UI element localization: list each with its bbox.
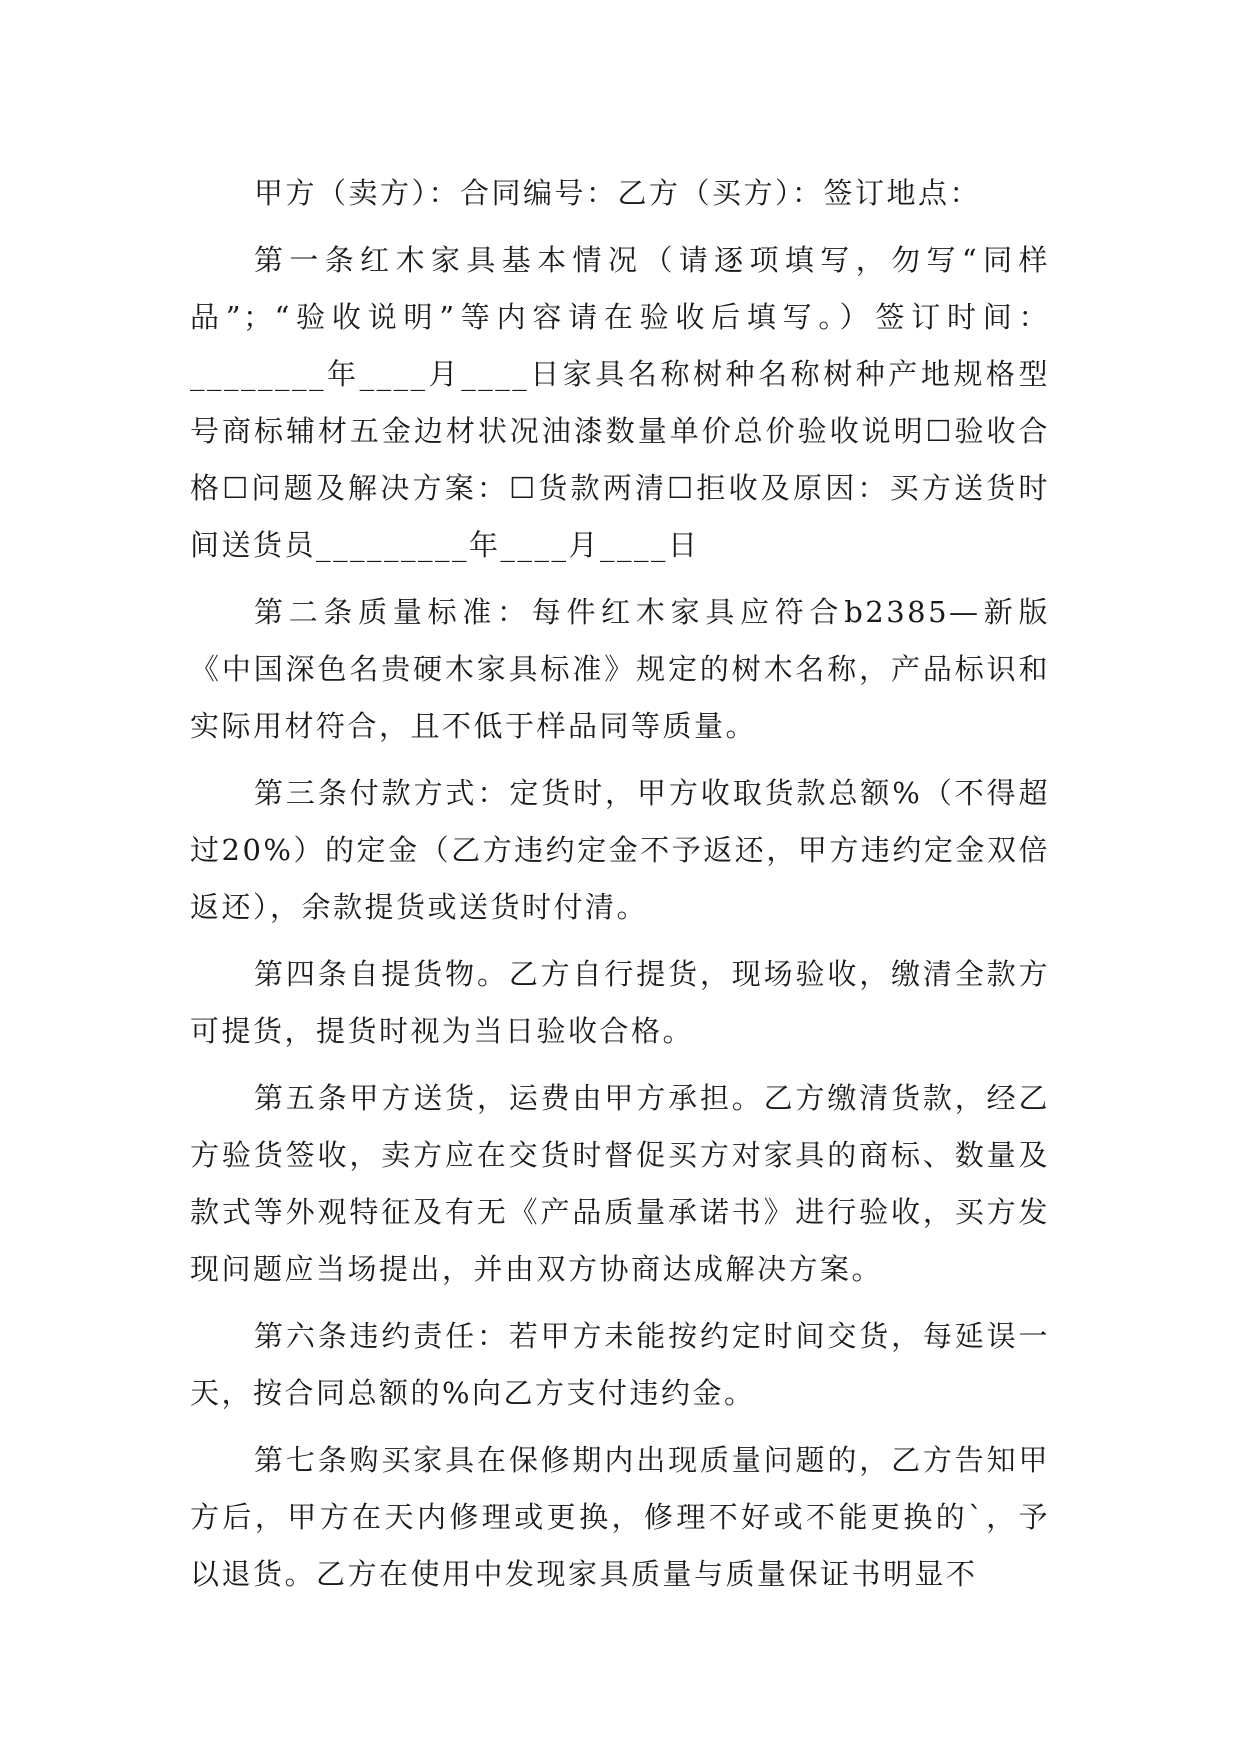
article-6-liability: 第六条违约责任：若甲方未能按约定时间交货，每延误一天，按合同总额的%向乙方支付违约金。 xyxy=(190,1319,1050,1410)
article-7-warranty: 第七条购买家具在保修期内出现质量问题的，乙方告知甲方后，甲方在天内修理或更换，修理不好或不能更换的`，予以退货。乙方在使用中发现家具质量与质量保证书明显不 xyxy=(190,1443,1050,1591)
parties-header: 甲方（卖方）：合同编号：乙方（买方）：签订地点： xyxy=(254,176,982,210)
article-2-quality-standard: 第二条质量标准：每件红木家具应符合b2385—新版《中国深色名贵硬木家具标准》规定的树木名称，产品标识和实际用材符合，且不低于样品同等质量。 xyxy=(190,595,1050,743)
article-5-delivery: 第五条甲方送货，运费由甲方承担。乙方缴清货款，经乙方验货签收，卖方应在交货时督促买方对家具的商标、数量及款式等外观特征及有无《产品质量承诺书》进行验收，买方发现问题应当场提出，并由双方协商达成解决方案。 xyxy=(190,1081,1050,1286)
article-3-payment-method: 第三条付款方式：定货时，甲方收取货款总额%（不得超过20%）的定金（乙方违约定金不予返还，甲方违约定金双倍返还），余款提货或送货时付清。 xyxy=(190,776,1050,924)
article-1-furniture-info: 第一条红木家具基本情况（请逐项填写，勿写“同样品”；“验收说明”等内容请在验收后填写。）签订时间：________年____月____日家具名称树种名称树种产地规格型号商标辅材五金边材状况油漆数量单价总价验收说明☐验收合格☐问题及解决方案：☐货款两清☐拒收及原因：买方送货时间送货员_________年____月____日 xyxy=(190,243,1050,562)
article-4-self-pickup: 第四条自提货物。乙方自行提货，现场验收，缴清全款方可提货，提货时视为当日验收合格。 xyxy=(190,957,1050,1048)
contract-document xyxy=(190,165,1050,1613)
